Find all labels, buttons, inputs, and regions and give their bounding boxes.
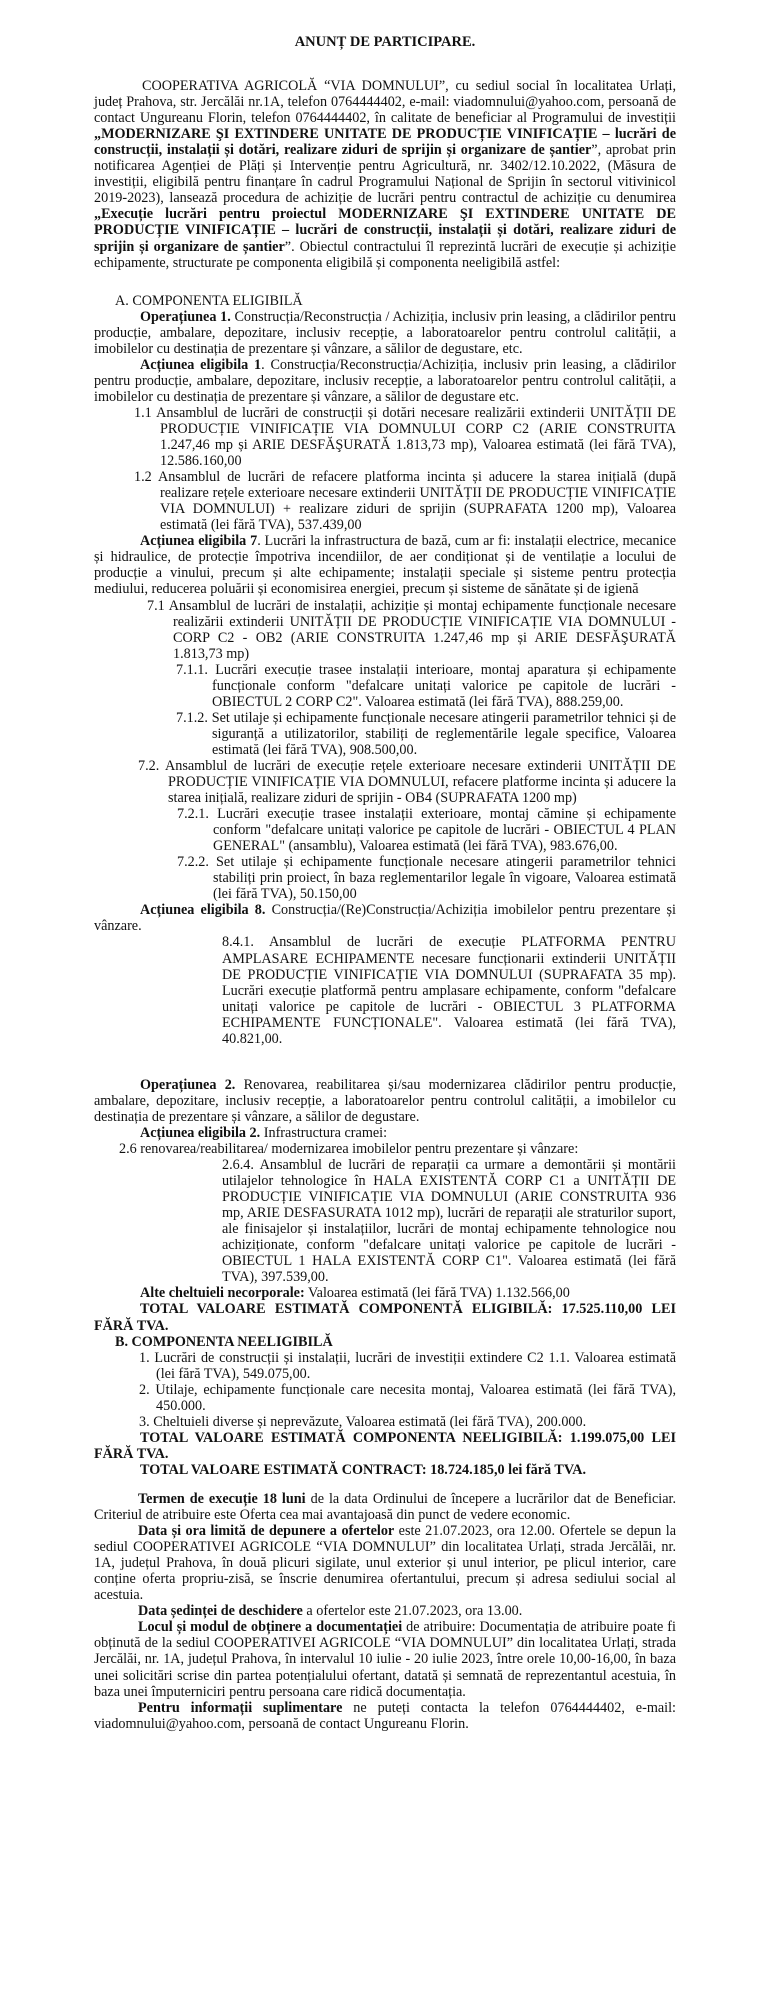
item-7-1-1: 7.1.1. Lucrări execuție trasee instalații interioare, montaj aparatura și echipamente funcționale conform "defalcare unitați valorice pe capitole de lucrări - OBIECTUL 2 CORP C2". Valoarea estimată (lei fără TVA), 888.259,00. — [176, 661, 676, 710]
item-1-2: 1.2 Ansamblul de lucrări de refacere platforma incinta și aducere la starea inițială (după realizare rețele exterioare necesare extinderii UNITĂȚII DE PRODUCȚIE VINIFICAȚIE VIA DOMNULUI) + realizare ziduri de sprijin (SUPRAFATA 1200 mp), Valoarea estimată (lei fără TVA), 537.439,00 — [134, 469, 676, 534]
action-eligible-8: Acțiunea eligibila 8. Construcția/(Re)Construcția/Achiziția imobilelor pentru prezentare și vânzare. — [94, 902, 676, 935]
item-1-1: 1.1 Ansamblul de lucrări de construcții și dotări necesare realizării extinderii UNITĂȚII DE PRODUCȚIE VINIFICAȚIE VIA DOMNULUI CORP C2 (ARIE CONSTRUITA 1.247,46 mp și ARIE DESFĂŞURATĂ 1.813,73 mp), Valoarea estimată (lei fără TVA), 12.586.160,00 — [134, 404, 676, 470]
opening-session: Data ședinței de deschidere a ofertelor este 21.07.2023, ora 13.00. — [138, 1603, 523, 1620]
submission-deadline: Data și ora limită de depunere a ofertelor este 21.07.2023, ora 12.00. Ofertele se depun la sediul COOPERATIVEI AGRICOLE “VIA DOMNULUI” din localitatea Urlați, strada Jercălăi, nr. 1A, județul Prahova, în două plicuri sigilate, unul exterior și unul interior, pe plicul interior, care conține oferta propriu-zisă, se înscrie denumirea ofertantului, precum și adresa sediului social al acestuia. — [94, 1523, 676, 1604]
section-b-item-1: 1. Lucrări de construcții și instalații, lucrări de investiții extindere C2 1.1. Valoarea estimată (lei fără TVA), 549.075,00. — [139, 1349, 676, 1382]
operation-1: Operațiunea 1. Construcția/Reconstrucția / Achiziția, inclusiv prin leasing, a clădirilor pentru producție, ambalare, depozitare, inclusiv recepție, a laboratoarelor pentru controlul calității, a imobilelor cu destinația de prezentare și vânzare, a sălilor de degustare, etc. — [94, 308, 677, 357]
action-eligible-2: Acțiunea eligibila 2. Infrastructura cramei: — [140, 1124, 388, 1141]
item-7-2-1: 7.2.1. Lucrări execuție trasee instalații exterioare, montaj cămine și echipamente conform "defalcare unitați valorice pe capitole de lucrări - OBIECTUL 4 PLAN GENERAL" (ansamblu), Valoarea estimată (lei fără TVA), 983.676,00. — [177, 806, 676, 855]
section-a-heading: A. COMPONENTA ELIGIBILĂ — [115, 292, 303, 309]
item-2-6: 2.6 renovarea/reabilitarea/ modernizarea imobilelor pentru prezentare și vânzare: — [119, 1141, 579, 1157]
documentation-info: Locul și modul de obținere a documentației de atribuire: Documentația de atribuire poate fi obținută de la sediul COOPERATIVEI AGRICOLE “VIA DOMNULUI” din localitatea Urlați, strada Jercălăi, nr. 1A, județul Prahova, în intervalul 10 iulie - 20 iulie 2023, între orele 10,00-16,00, în baza unei solicitări scrise din partea potențialului ofertant, datată și semnată de reprezentantul acestuia, în baza unei împuterniciri pentru persoana care ridică documentația. — [94, 1619, 676, 1700]
other-costs: Alte cheltuieli necorporale: Valoarea estimată (lei fără TVA) 1.132.566,00 — [140, 1285, 570, 1302]
page-title: ANUNȚ DE PARTICIPARE. — [294, 34, 476, 50]
action-eligible-7: Acțiunea eligibila 7. Lucrări la infrastructura de bază, cum ar fi: instalații electrice, mecanice și hidraulice, de protecție împotriva incendiilor, de aer condiționat și de ventilație a locului de producție a vinului, precum și alte echipamente; instalații speciale și sisteme pentru protecția mediului, reducerea poluării și economisirea energiei, precum și sisteme de sănătate și de igienă — [94, 533, 676, 598]
item-7-2: 7.2. Ansamblul de lucrări de execuție rețele exterioare necesare extinderii UNITĂȚII DE PRODUCȚIE VINIFICAȚIE VIA DOMNULUI, refacere platforme incinta și aducere la starea inițială, realizare ziduri de sprijin - OB4 (SUPRAFATA 1200 mp) — [138, 757, 676, 807]
intro-paragraph: COOPERATIVA AGRICOLĂ “VIA DOMNULUI”, cu sediul social în localitatea Urlați, județ Prahova, str. Jercălăi nr.1A, telefon 0764444402, e-mail: viadomnului@yahoo.com, persoană de contact Ungureanu Florin, telefon 0764444402, în calitate de beneficiar al Programului de investiții „MODERNIZARE ŞI EXTINDERE UNITATE DE PRODUCȚIE VINIFICAȚIE – lucrări de construcții, instalații și dotări, realizare ziduri de sprijin și organizare de șantier”, aprobat prin notificarea Agenției de Plăți și Intervenție pentru Agricultură, nr. 3402/12.10.2022, (Măsura de investiții, eligibilă pentru finanțare în cadrul Programului Național de Sprijin în sectorul vitivinicol 2019-2023), lansează procedura de achiziție de lucrări pentru contractul de achiziție cu denumirea „Execuție lucrări pentru proiectul MODERNIZARE ŞI EXTINDERE UNITATE DE PRODUCȚIE VINIFICAȚIE – lucrări de construcții, instalații și dotări, realizare ziduri de sprijin și organizare de șantier”. Obiectul contractului îl reprezintă lucrări de execuție și achiziție echipamente, structurate pe componenta eligibilă și componenta neeligibilă astfel: — [94, 78, 676, 271]
item-8-4-1: 8.4.1. Ansamblul de lucrări de execuție PLATFORMA PENTRU AMPLASARE ECHIPAMENTE necesare funcționarii extinderii UNITĂȚII DE PRODUCȚIE VINIFICAȚIE VIA DOMNULUI (SUPRAFATA 35 mp). Lucrări execuție platformă pentru amplasare echipamente, conform "defalcare unitați valorice pe capitole de lucrări - OBIECTUL 3 PLATFORMA ECHIPAMENTE FUNCȚIONALE". Valoarea estimată (lei fără TVA), 40.821,00. — [222, 934, 676, 1047]
item-7-1-2: 7.1.2. Set utilaje și echipamente funcționale necesare atingerii parametrilor tehnici și de siguranță a utilizatorilor, stabiliți de reglementările legale specifice, Valoarea estimată (lei fără TVA), 908.500,00. — [176, 709, 676, 758]
item-2-6-4: 2.6.4. Ansamblul de lucrări de reparații ca urmare a demontării și montării utilajelor tehnologice în HALA EXISTENTĂ CORP C1 a UNITĂȚII DE PRODUCȚIE VINIFICAȚIE VIA DOMNULUI (ARIE CONSTRUITA 936 mp, ARIE DESFASURATA 1012 mp), lucrări de reparații ale straturilor suport, ale finisajelor și instalațiilor, lucrări de montaj echipamente tehnologice nou achiziționate, conform "defalcare unitați valorice pe capitole de lucrări - OBIECTUL 1 HALA EXISTENTĂ CORP C1". Valoarea estimată (lei fără TVA), 397.539,00. — [222, 1157, 676, 1286]
total-non-eligible: TOTAL VALOARE ESTIMATĂ COMPONENTA NEELIGIBILĂ: 1.199.075,00 LEI FĂRĂ TVA. — [94, 1429, 676, 1462]
item-7-2-2: 7.2.2. Set utilaje și echipamente funcționale necesare atingerii parametrilor tehnici stabiliți prin proiect, în baza reglementarilor legale în vigoare, Valoarea estimată (lei fără TVA), 50.150,00 — [177, 854, 676, 903]
operation-2: Operațiunea 2. Renovarea, reabilitarea și/sau modernizarea clădirilor pentru producție, ambalare, depozitare, inclusiv recepție, a laboratoarelor pentru controlul calității, a imobilelor cu destinația de prezentare și vânzare, a sălilor de degustare. — [94, 1076, 676, 1125]
total-eligible: TOTAL VALOARE ESTIMATĂ COMPONENTĂ ELIGIBILĂ: 17.525.110,00 LEI FĂRĂ TVA. — [94, 1301, 676, 1334]
execution-term: Termen de execuție 18 luni de la data Ordinului de începere a lucrărilor dat de Beneficiar. Criteriul de atribuire este Oferta cea mai avantajoasă din punct de vedere economic. — [94, 1490, 676, 1524]
section-b-item-2: 2. Utilaje, echipamente funcționale care necesita montaj, Valoarea estimată (lei fără TVA), 450.000. — [139, 1381, 676, 1414]
section-b-heading: B. COMPONENTA NEELIGIBILĂ — [115, 1333, 333, 1350]
total-contract: TOTAL VALOARE ESTIMATĂ CONTRACT: 18.724.185,0 lei fără TVA. — [140, 1461, 587, 1478]
action-eligible-1: Acțiunea eligibila 1. Construcția/Reconstrucția/Achiziția, inclusiv prin leasing, a clădirilor pentru producție, ambalare, depozitare, inclusiv recepție, a laboratoarelor pentru controlul calității, a imobilelor cu destinația de prezentare și vânzare, a sălilor de degustare etc. — [94, 356, 676, 405]
item-7-1: 7.1 Ansamblul de lucrări de instalații, achiziție și montaj echipamente funcționale necesare realizării extinderii UNITĂȚII DE PRODUCȚIE VINIFICAȚIE VIA DOMNULUI - CORP C2 - OB2 (ARIE CONSTRUITA 1.247,46 mp și ARIE DESFĂŞURATĂ 1.813,73 mp) — [147, 597, 676, 662]
section-b-item-3: 3. Cheltuieli diverse și neprevăzute, Valoarea estimată (lei fără TVA), 200.000. — [139, 1413, 587, 1430]
contact-info: Pentru informații suplimentare ne puteți contacta la telefon 0764444402, e-mail: viadomnului@yahoo.com, persoană de contact Ungureanu Florin. — [94, 1699, 676, 1732]
